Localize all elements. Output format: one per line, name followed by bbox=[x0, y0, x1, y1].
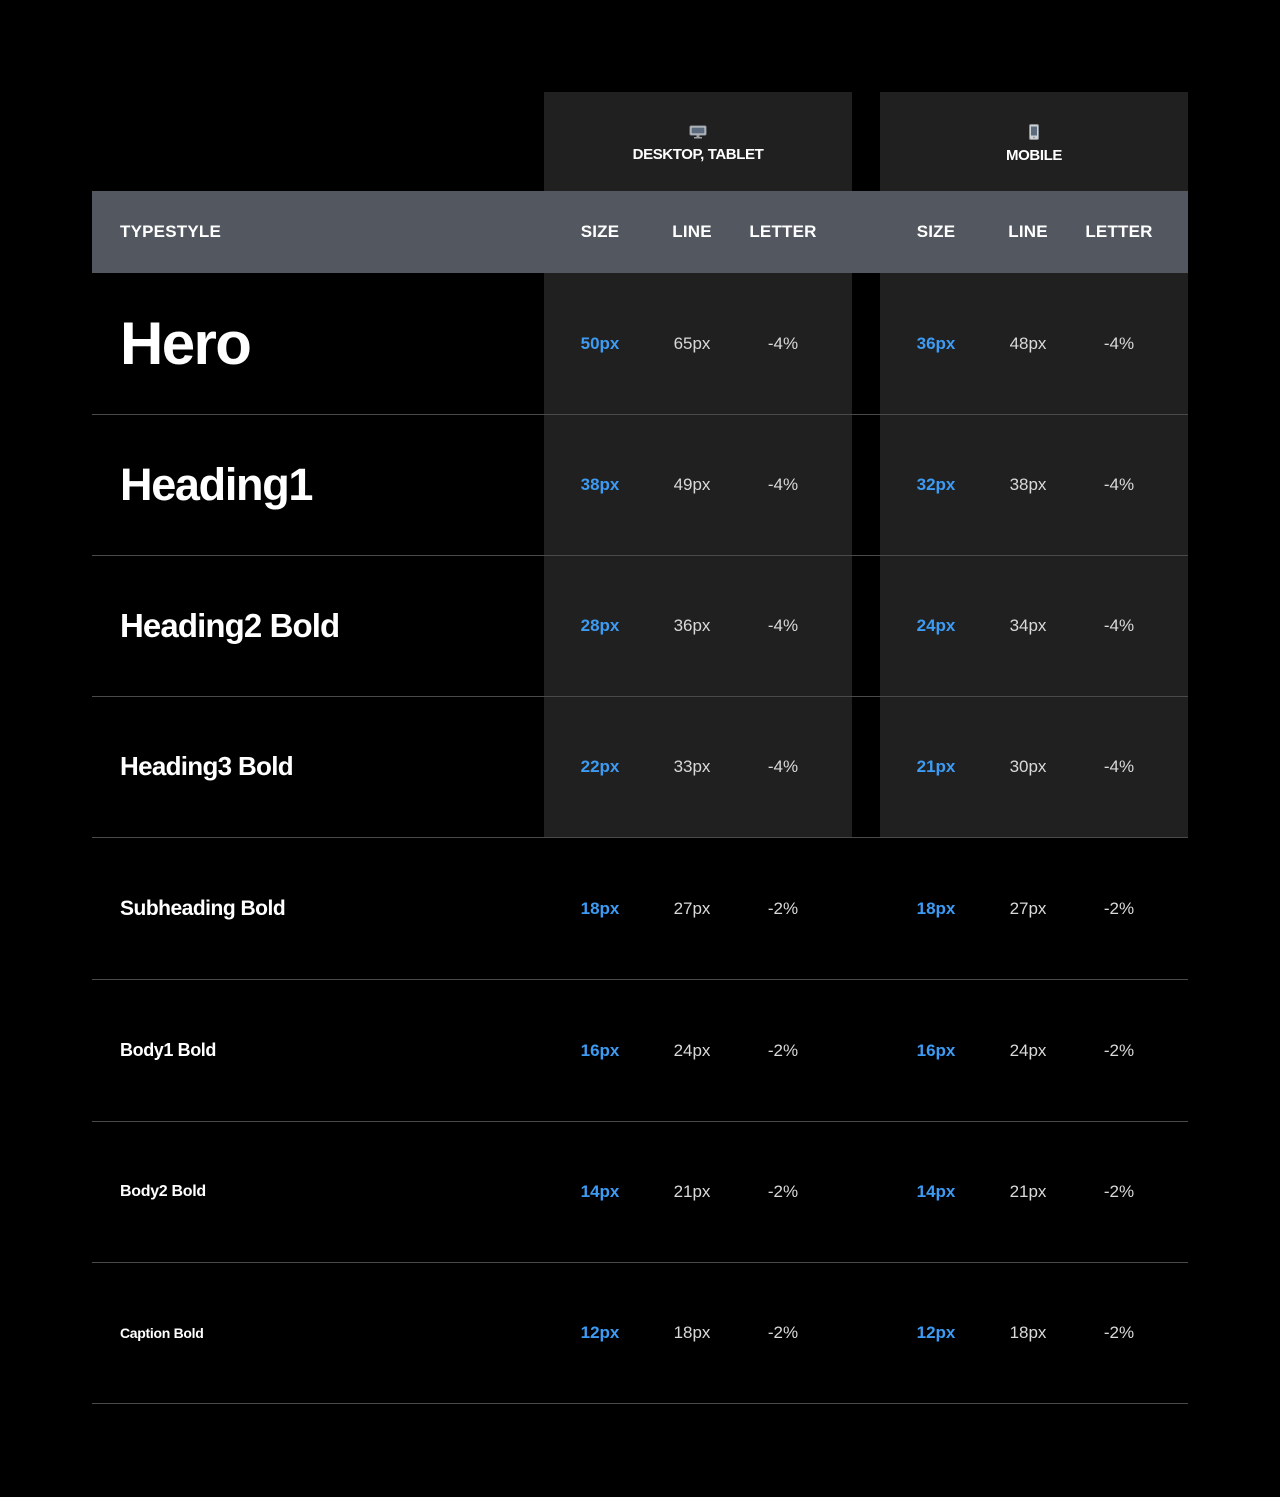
table-row bbox=[92, 1262, 1188, 1404]
mobile-line-value: 24px bbox=[1009, 1041, 1047, 1060]
header-desktop-line: LINE bbox=[672, 222, 712, 241]
desktop-letter-value: -4% bbox=[767, 334, 799, 353]
desktop-line-value: 18px bbox=[673, 1323, 711, 1342]
mobile-line-value: 38px bbox=[1009, 475, 1047, 494]
mobile-size-value: 32px bbox=[916, 475, 956, 494]
mobile-line-value: 30px bbox=[1009, 757, 1047, 776]
mobile-letter-value: -2% bbox=[1103, 1041, 1135, 1060]
mobile-size-value: 16px bbox=[916, 1041, 956, 1060]
mobile-line-value: 34px bbox=[1009, 616, 1047, 635]
desktop-size-value: 18px bbox=[580, 899, 620, 918]
mobile-letter-value: -2% bbox=[1103, 1182, 1135, 1201]
mobile-line-value: 27px bbox=[1009, 899, 1047, 918]
header-desktop-size: SIZE bbox=[580, 222, 620, 241]
desktop-letter-value: -2% bbox=[767, 1041, 799, 1060]
desktop-line-value: 21px bbox=[673, 1182, 711, 1201]
mobile-size-value: 18px bbox=[916, 899, 956, 918]
desktop-line-value: 65px bbox=[673, 334, 711, 353]
mobile-header bbox=[880, 92, 1188, 191]
mobile-size-value: 24px bbox=[916, 616, 956, 635]
table-row bbox=[92, 1121, 1188, 1263]
header-desktop-letter: LETTER bbox=[749, 222, 817, 241]
mobile-line-value: 18px bbox=[1009, 1323, 1047, 1342]
header-mobile-line: LINE bbox=[1008, 222, 1048, 241]
desktop-size-value: 28px bbox=[580, 616, 620, 635]
mobile-letter-value: -4% bbox=[1103, 334, 1135, 353]
desktop-line-value: 27px bbox=[673, 899, 711, 918]
desktop-size-value: 38px bbox=[580, 475, 620, 494]
mobile-size-value: 14px bbox=[916, 1182, 956, 1201]
mobile-letter-value: -2% bbox=[1103, 1323, 1135, 1342]
desktop-letter-value: -2% bbox=[767, 899, 799, 918]
mobile-letter-value: -4% bbox=[1103, 475, 1135, 494]
mobile-line-value: 21px bbox=[1009, 1182, 1047, 1201]
desktop-letter-value: -4% bbox=[767, 616, 799, 635]
desktop-letter-value: -2% bbox=[767, 1182, 799, 1201]
header-mobile-size: SIZE bbox=[916, 222, 956, 241]
header-typestyle: TYPESTYLE bbox=[120, 222, 221, 241]
desktop-line-value: 33px bbox=[673, 757, 711, 776]
desktop-letter-value: -2% bbox=[767, 1323, 799, 1342]
typestyle-name: Heading1 bbox=[120, 458, 313, 510]
typestyle-name: Heading2 Bold bbox=[120, 606, 340, 644]
desktop-size-value: 22px bbox=[580, 757, 620, 776]
mobile-phone-icon bbox=[1028, 124, 1040, 140]
desktop-monitor-icon bbox=[689, 125, 707, 139]
mobile-letter-value: -2% bbox=[1103, 899, 1135, 918]
desktop-letter-value: -4% bbox=[767, 757, 799, 776]
typestyle-name: Subheading Bold bbox=[120, 896, 286, 920]
typestyle-name: Body2 Bold bbox=[120, 1182, 206, 1200]
desktop-line-value: 36px bbox=[673, 616, 711, 635]
mobile-size-value: 12px bbox=[916, 1323, 956, 1342]
desktop-size-value: 14px bbox=[580, 1182, 620, 1201]
mobile-label: MOBILE bbox=[1006, 146, 1062, 164]
desktop-size-value: 16px bbox=[580, 1041, 620, 1060]
typestyle-name: Caption Bold bbox=[120, 1324, 204, 1341]
mobile-size-value: 21px bbox=[916, 757, 956, 776]
desktop-line-value: 24px bbox=[673, 1041, 711, 1060]
mobile-letter-value: -4% bbox=[1103, 757, 1135, 776]
mobile-letter-value: -4% bbox=[1103, 616, 1135, 635]
desktop-size-value: 12px bbox=[580, 1323, 620, 1342]
mobile-line-value: 48px bbox=[1009, 334, 1047, 353]
table-row bbox=[92, 273, 1188, 415]
desktop-letter-value: -4% bbox=[767, 475, 799, 494]
table-header bbox=[92, 191, 1188, 273]
desktop-tablet-label: DESKTOP, TABLET bbox=[632, 145, 764, 163]
typestyle-name: Body1 Bold bbox=[120, 1040, 217, 1060]
mobile-size-value: 36px bbox=[916, 334, 956, 353]
table-row bbox=[92, 696, 1188, 838]
desktop-line-value: 49px bbox=[673, 475, 711, 494]
desktop-tablet-header bbox=[544, 92, 852, 191]
table-row bbox=[92, 980, 1188, 1122]
typestyle-name: Heading3 Bold bbox=[120, 751, 293, 781]
table-row bbox=[92, 838, 1188, 980]
header-mobile-letter: LETTER bbox=[1085, 222, 1153, 241]
table-row bbox=[92, 414, 1188, 556]
table-row bbox=[92, 555, 1188, 697]
typestyle-name: Hero bbox=[120, 310, 251, 377]
desktop-size-value: 50px bbox=[580, 334, 620, 353]
